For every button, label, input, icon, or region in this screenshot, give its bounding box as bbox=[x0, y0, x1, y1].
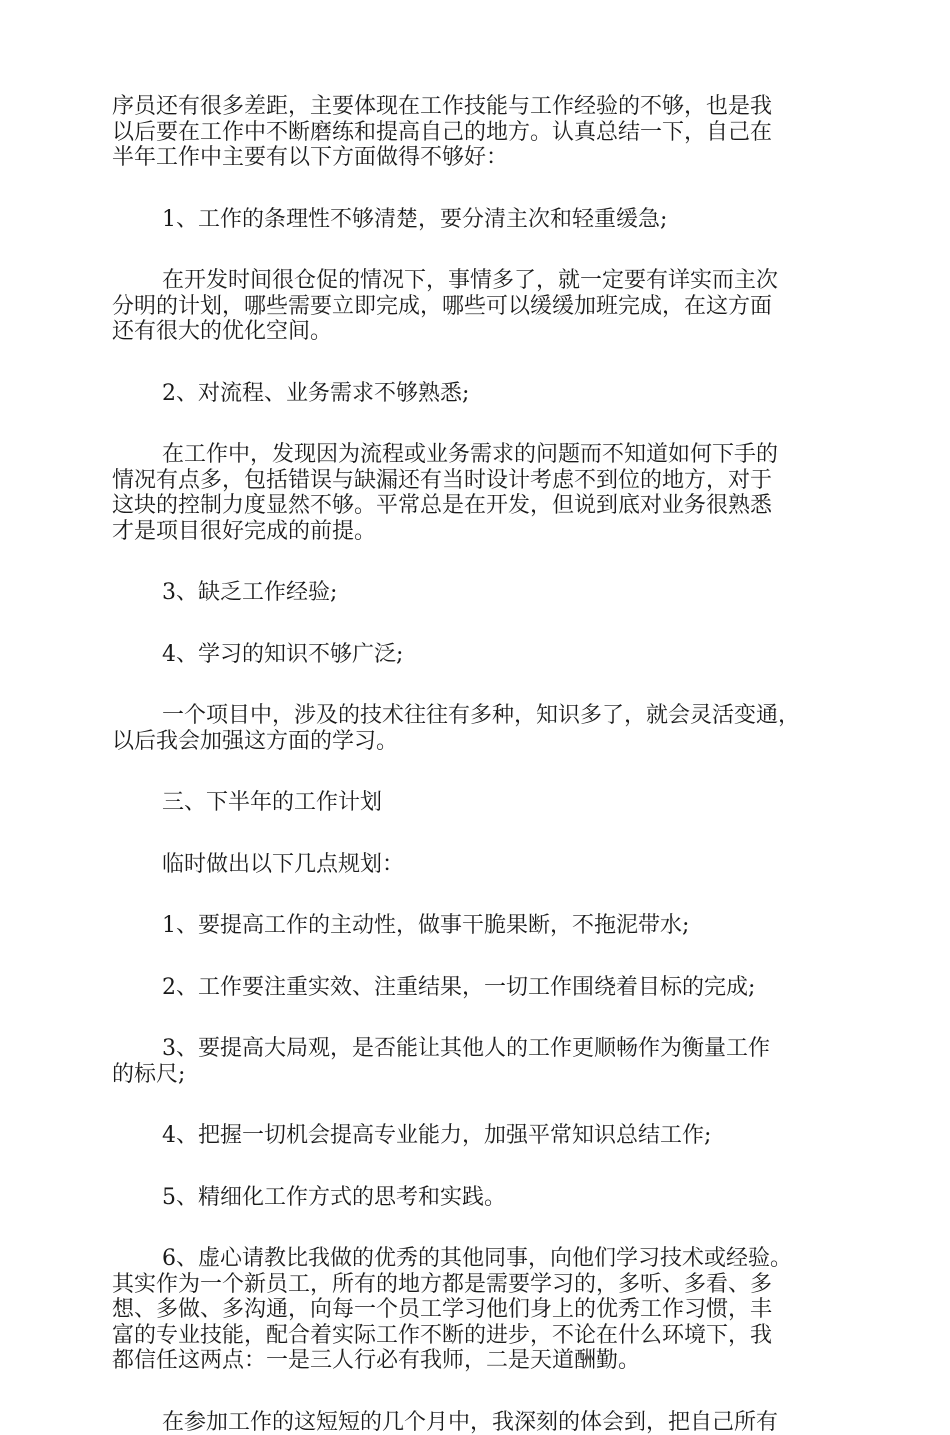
paragraph bbox=[112, 580, 840, 606]
text-line: 3、缺乏工作经验; bbox=[112, 580, 840, 606]
paragraph bbox=[112, 642, 840, 668]
paragraph bbox=[112, 852, 840, 878]
paragraph-gap bbox=[112, 345, 840, 381]
paragraph-gap bbox=[112, 171, 840, 207]
paragraph bbox=[112, 94, 840, 171]
text-line: 序员还有很多差距，主要体现在工作技能与工作经验的不够，也是我 bbox=[112, 94, 840, 120]
paragraph-gap bbox=[112, 232, 840, 268]
text-line: 3、要提高大局观，是否能让其他人的工作更顺畅作为衡量工作 bbox=[112, 1036, 840, 1062]
paragraph bbox=[112, 913, 840, 939]
text-line: 富的专业技能，配合着实际工作不断的进步，不论在什么环境下，我 bbox=[112, 1323, 840, 1349]
paragraph-gap bbox=[112, 1149, 840, 1185]
text-line: 都信任这两点：一是三人行必有我师，二是天道酬勤。 bbox=[112, 1348, 840, 1374]
text-line: 的标尺; bbox=[112, 1062, 840, 1088]
text-line: 这块的控制力度显然不够。平常总是在开发，但说到底对业务很熟悉 bbox=[112, 493, 840, 519]
text-line: 在开发时间很仓促的情况下，事情多了，就一定要有详实而主次 bbox=[112, 268, 840, 294]
paragraph bbox=[112, 442, 840, 544]
paragraph bbox=[112, 381, 840, 407]
text-line: 4、学习的知识不够广泛; bbox=[112, 642, 840, 668]
paragraph-gap bbox=[112, 606, 840, 642]
text-line: 5、精细化工作方式的思考和实践。 bbox=[112, 1185, 840, 1211]
paragraph bbox=[112, 1123, 840, 1149]
text-line: 在参加工作的这短短的几个月中，我深刻的体会到，把自己所有 bbox=[112, 1410, 840, 1435]
text-line: 2、工作要注重实效、注重结果，一切工作围绕着目标的完成; bbox=[112, 975, 840, 1001]
text-line: 2、对流程、业务需求不够熟悉; bbox=[112, 381, 840, 407]
text-line: 以后我会加强这方面的学习。 bbox=[112, 729, 840, 755]
paragraph bbox=[112, 703, 840, 754]
text-line: 临时做出以下几点规划： bbox=[112, 852, 840, 878]
paragraph bbox=[112, 1036, 840, 1087]
text-line: 6、虚心请教比我做的优秀的其他同事，向他们学习技术或经验。 bbox=[112, 1246, 840, 1272]
paragraph-gap bbox=[112, 816, 840, 852]
text-line: 才是项目很好完成的前提。 bbox=[112, 519, 840, 545]
paragraph bbox=[112, 1410, 840, 1435]
paragraph bbox=[112, 790, 840, 816]
paragraph bbox=[112, 268, 840, 345]
paragraph-gap bbox=[112, 754, 840, 790]
document-page bbox=[112, 94, 840, 1435]
text-line: 想、多做、多沟通，向每一个员工学习他们身上的优秀工作习惯，丰 bbox=[112, 1297, 840, 1323]
text-line: 4、把握一切机会提高专业能力，加强平常知识总结工作; bbox=[112, 1123, 840, 1149]
paragraph-gap bbox=[112, 667, 840, 703]
text-line: 情况有点多，包括错误与缺漏还有当时设计考虑不到位的地方，对于 bbox=[112, 468, 840, 494]
paragraph-gap bbox=[112, 1000, 840, 1036]
paragraph bbox=[112, 1185, 840, 1211]
text-line: 半年工作中主要有以下方面做得不够好： bbox=[112, 145, 840, 171]
text-line: 还有很大的优化空间。 bbox=[112, 319, 840, 345]
text-line: 三、下半年的工作计划 bbox=[112, 790, 840, 816]
text-line: 一个项目中，涉及的技术往往有多种，知识多了，就会灵活变通， bbox=[112, 703, 840, 729]
paragraph-gap bbox=[112, 939, 840, 975]
text-line: 1、工作的条理性不够清楚，要分清主次和轻重缓急; bbox=[112, 207, 840, 233]
text-line: 在工作中，发现因为流程或业务需求的问题而不知道如何下手的 bbox=[112, 442, 840, 468]
paragraph bbox=[112, 975, 840, 1001]
paragraph-gap bbox=[112, 877, 840, 913]
paragraph-gap bbox=[112, 1087, 840, 1123]
paragraph-gap bbox=[112, 544, 840, 580]
paragraph-gap bbox=[112, 1210, 840, 1246]
text-line: 其实作为一个新员工，所有的地方都是需要学习的，多听、多看、多 bbox=[112, 1272, 840, 1298]
paragraph bbox=[112, 1246, 840, 1374]
text-line: 以后要在工作中不断磨练和提高自己的地方。认真总结一下，自己在 bbox=[112, 120, 840, 146]
text-line: 分明的计划，哪些需要立即完成，哪些可以缓缓加班完成，在这方面 bbox=[112, 294, 840, 320]
paragraph-gap bbox=[112, 1374, 840, 1410]
paragraph-gap bbox=[112, 406, 840, 442]
paragraph bbox=[112, 207, 840, 233]
text-line: 1、要提高工作的主动性，做事干脆果断，不拖泥带水; bbox=[112, 913, 840, 939]
